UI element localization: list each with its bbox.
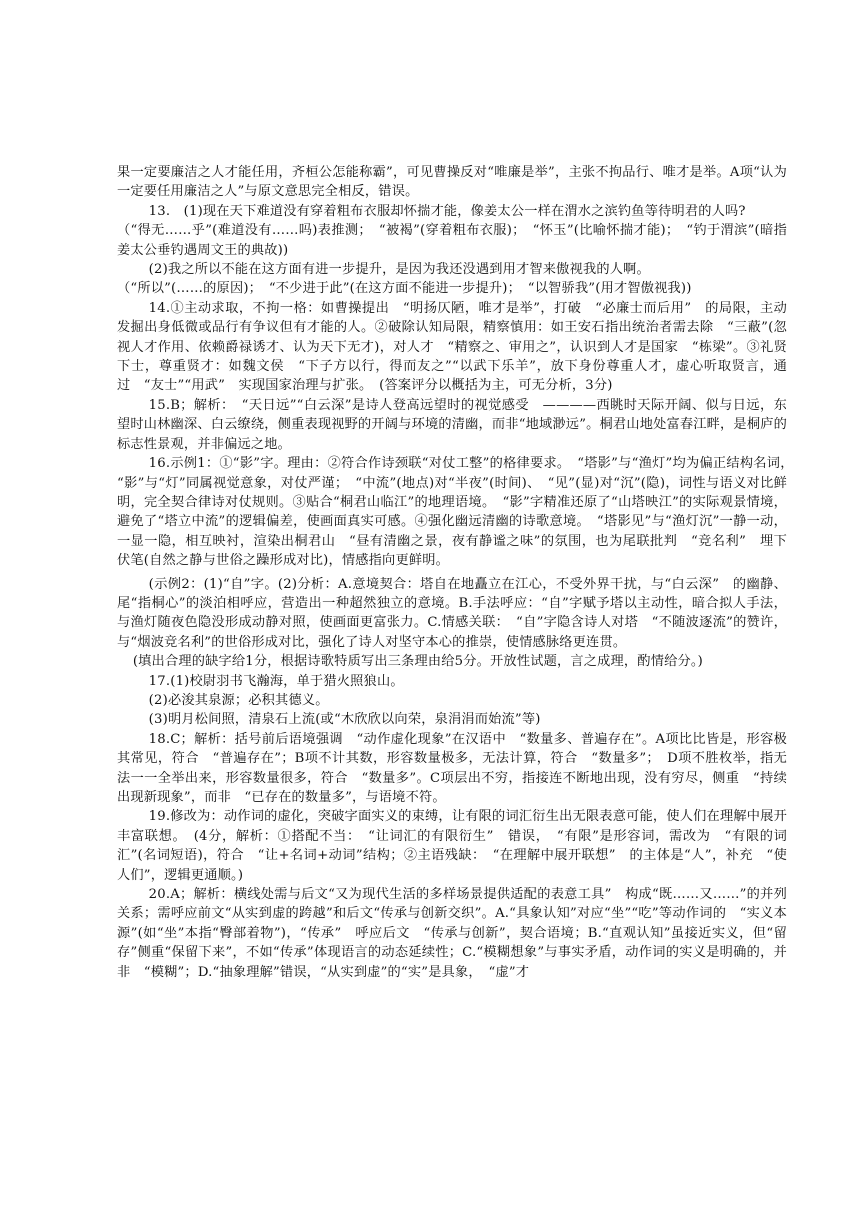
- document-body: [117, 163, 801, 982]
- answer-13-part1: 13. (1)现在天下难道没有穿着粗布衣服却怀揣才能，像姜太公一样在渭水之滨钓鱼等待明君的人吗?: [148, 203, 746, 219]
- answer-17-part2: (2)必浚其泉源；必积其德义。: [148, 692, 329, 708]
- answer-15: 15.B；解析： “天日远”“白云深”是诗人登高远望时的视觉感受 ————西眺时天际开阔、似与日远，东望时山林幽深、白云缭绕，侧重表现视野的开阔与环境的清幽，而非“地域渺远”。桐君山地处富春江畔，是桐庐的标志性景观，并非偏远之地。: [117, 397, 787, 452]
- answer-16-example2: (示例2：(1)“自”字。(2)分析：A.意境契合：塔自在地矗立在江心，不受外界干扰，与“白云深” 的幽静、尾“指桐心”的淡泊相呼应，营造出一种超然独立的意境。B.手法呼应：“自”字赋予塔以主动性，暗合拟人手法，与渔灯随夜色隐没形成动静对照，使画面更富张力。C.情感关联： “自”字隐含诗人对塔 “不随波逐流”的赞许，与“烟波竞名利”的世俗形成对比，强化了诗人对坚守本心的推崇，使情感脉络更连贯。: [117, 576, 787, 650]
- answer-16-example1: 16.示例1：①“影”字。理由：②符合作诗颈联“对仗工整”的格律要求。 “塔影”与“渔灯”均为偏正结构名词， “影”与“灯”同属视觉意象，对仗严谨； “中流”(地点)对“半夜”(时间)、 “见”(显)对“沉”(隐)，词性与语义对比鲜明，完全契合律诗对仗规则。③贴合“桐君山临江”的地理语境。 “影”字精准还原了“山塔映江”的实际观景情境，避免了“塔立中流”的逻辑偏差，使画面真实可感。④强化幽远清幽的诗歌意境。 “塔影见”与“渔灯沉”一静一动，一显一隐，相互映衬，渲染出桐君山 “昼有清幽之景，夜有静谧之味”的氛围，也为尾联批判 “竞名利” 埋下伏笔(自然之静与世俗之躁形成对比)，情感指向更鲜明。: [117, 456, 801, 569]
- answer-17-part3: (3)明月松间照，清泉石上流(或“木欣欣以向荣，泉涓涓而始流”等): [148, 712, 541, 728]
- paragraph-continuation: 果一定要廉洁之人才能任用，齐桓公怎能称霸”，可见曹操反对“唯廉是举”，主张不拘品行、唯才是举。A项“认为一定要任用廉洁之人”与原文意思完全相反，错误。: [117, 165, 787, 200]
- answer-13-part1-notes: （“得无……乎”(难道没有……吗)表推测； “被褐”(穿着粗布衣服)； “怀玉”(比喻怀揣才能)； “钓于渭滨”(暗指姜太公垂钓遇周文王的典故)): [117, 223, 787, 258]
- answer-16-scoring: (填出合理的缺字给1分，根据诗歌特质写出三条理由给5分。开放性试题，言之成理，酌情给分。): [132, 654, 703, 670]
- answer-18: 18.C；解析：括号前后语境强调 “动作虚化现象”在汉语中 “数量多、普遍存在”。A项比比皆是，形容极其常见，符合 “普遍存在”；B项不计其数，形容数量极多，无法计算，符合 “数量多”； D项不胜枚举，指无法一一全举出来，形容数量很多，符合 “数量多”。C项层出不穷，指接连不断地出现，没有穷尽，侧重 “持续出现新现象”，而非 “已存在的数量多”，与语境不符。: [117, 731, 787, 805]
- answer-14: 14.①主动求取，不拘一格：如曹操提出 “明扬仄陋，唯才是举”，打破 “必廉士而后用” 的局限，主动发掘出身低微或品行有争议但有才能的人。②破除认知局限，精察慎用：如王安石指出统治者需去除 “三蔽”(忽视人才作用、依赖爵禄诱才、认为天下无才)，对人才 “精察之、审用之”，认识到人才是国家 “栋梁”。③礼贤下士，尊重贤才：如魏文侯 “下子方以行，得而友之”“以武下乐羊”，放下身份尊重人才，虚心听取贤言，通过 “友士”“用武” 实现国家治理与扩张。 (答案评分以概括为主，可无分析，3分): [117, 300, 787, 394]
- answer-13-part2: (2)我之所以不能在这方面有进一步提升，是因为我还没遇到用才智来傲视我的人啊。: [148, 262, 650, 278]
- answer-19: 19.修改为：动作词的虚化，突破字面实义的束缚，让有限的词汇衍生出无限表意可能，使人们在理解中展开丰富联想。 (4分，解析：①搭配不当： “让词汇的有限衍生” 错误， “有限”是形容词，需改为 “有限的词汇”(名词短语)，符合 “让+名词+动词”结构；②主语残缺： “在理解中展开联想” 的主体是“人”，补充 “使人们”，逻辑更通顺。): [117, 809, 787, 883]
- answer-20: 20.A；解析：横线处需与后文“又为现代生活的多样场景提供适配的表意工具” 构成“既……又……”的并列关系；需呼应前文“从实到虚的跨越”和后文“传承与创新交织”。A.“具象认知”对应“坐”“吃”等动作词的 “实义本源”(如“坐”本指“臀部着物”)，“传承” 呼应后文 “传承与创新”，契合语境；B.“直观认知”虽接近实义，但“留存”侧重“保留下来”，不如“传承”体现语言的动态延续性；C.“模糊想象”与事实矛盾，动作词的实义是明确的，并非 “模糊”；D.“抽象理解”错误，“从实到虚”的“实”是具象， “虚”才: [117, 887, 787, 980]
- answer-17-part1: 17.(1)校尉羽书飞瀚海，单于猎火照狼山。: [148, 673, 404, 689]
- answer-13-part2-notes: （“所以”(……的原因)； “不少进于此”(在这方面不能进一步提升)； “以智骄我”(用才智傲视我)): [117, 281, 692, 297]
